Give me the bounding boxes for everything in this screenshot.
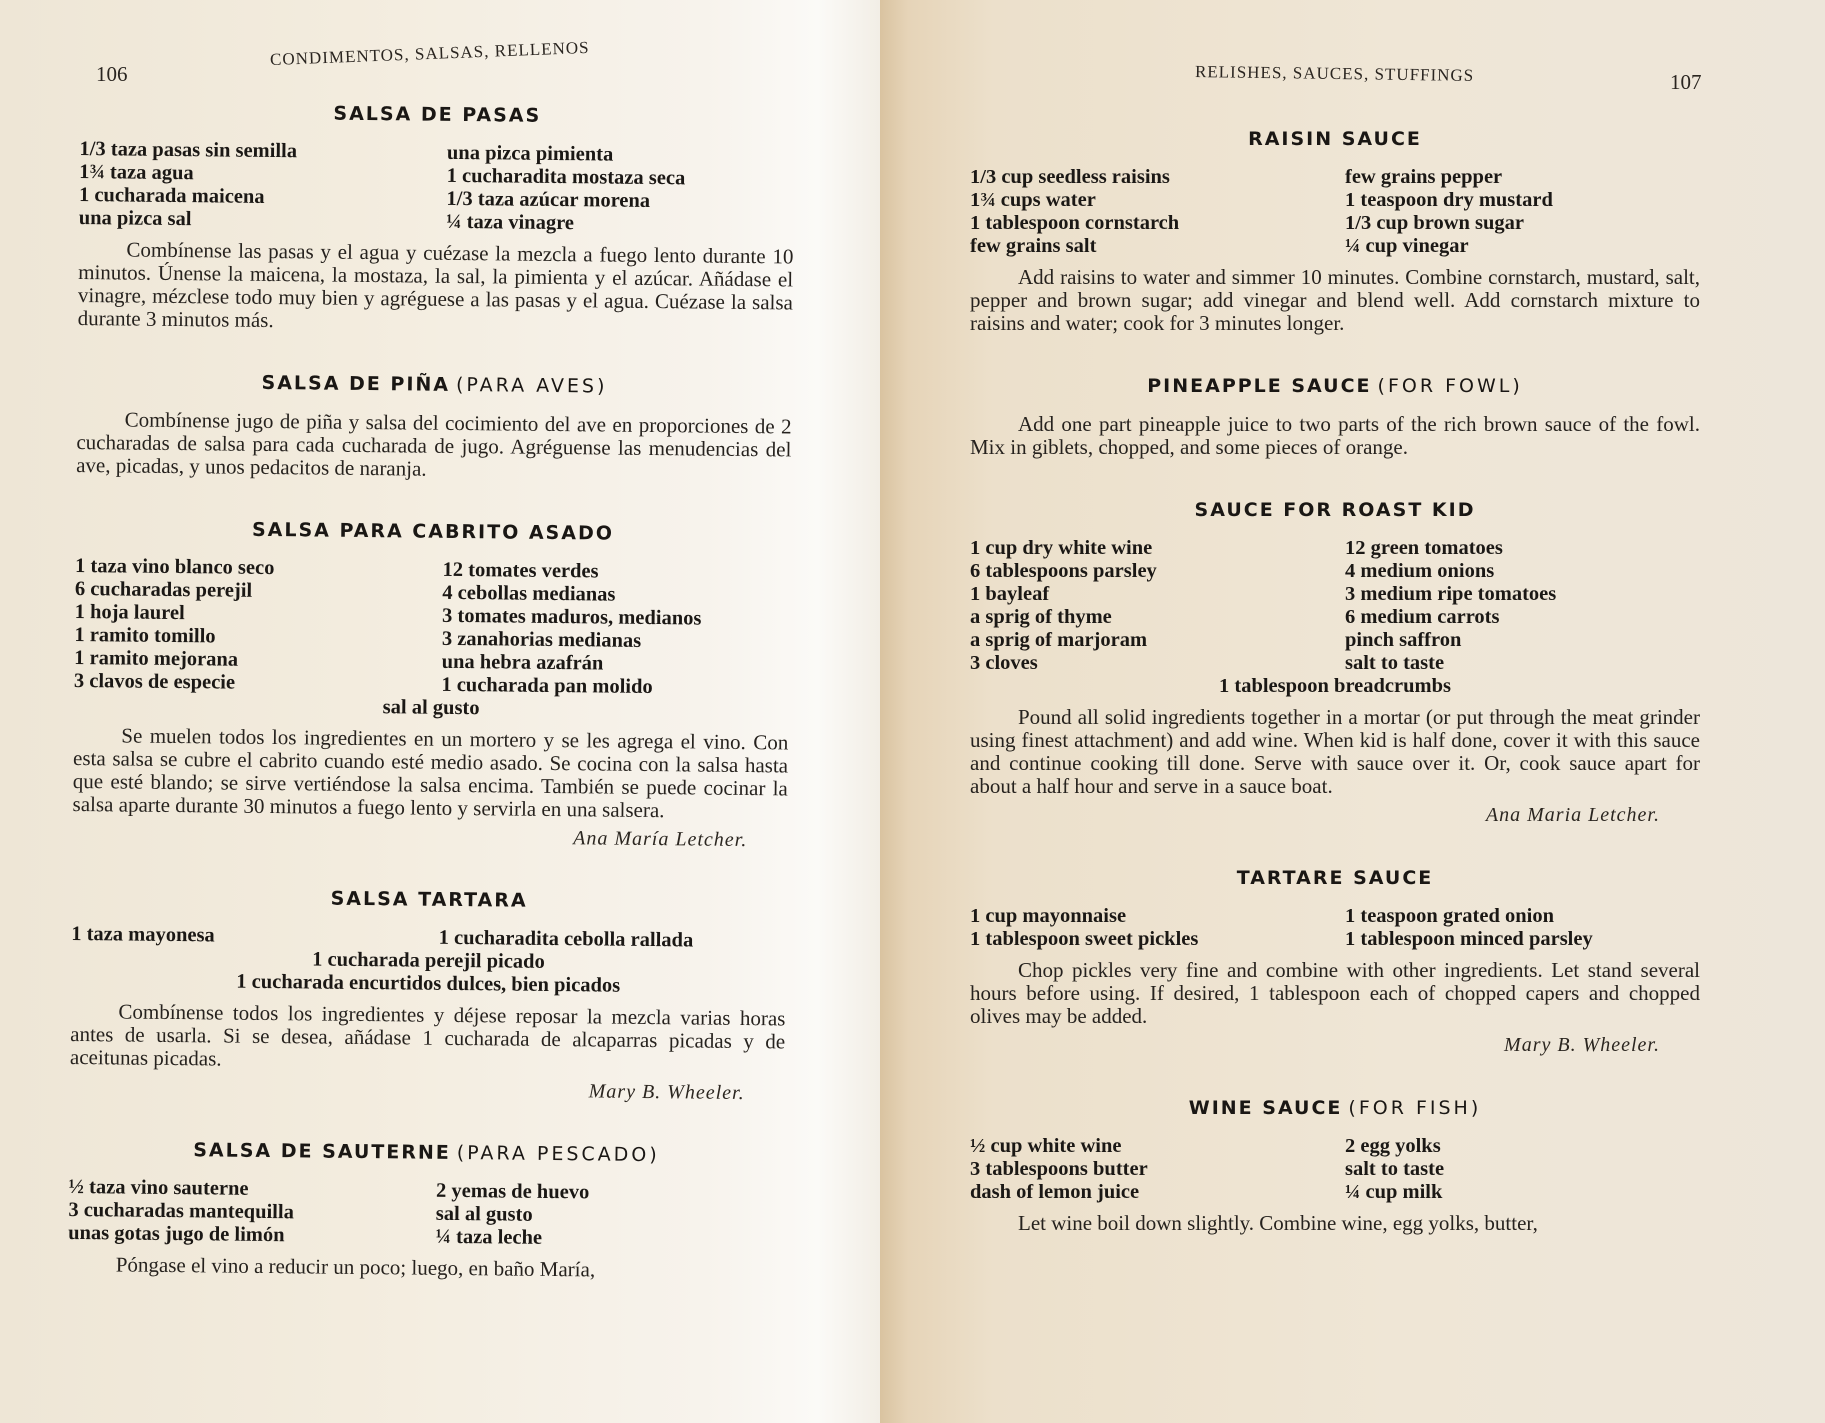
ingredient-item: una pizca pimienta [446,141,614,166]
recipe-name: SAUCE FOR ROAST KID [1194,499,1476,521]
recipe-method: Se muelen todos los ingredientes en un mortero y se les agrega el vino. Con esta salsa se cubre el cabrito cuando esté medio asado. Se cocina con la salsa hasta que esté blando; se sirve vertiéndose la salsa encima. También se puede cocinar la salsa aparte durante 30 minutos a fuego lento y servirla en una salsera. [72,723,789,823]
ingredient-list [71,923,787,999]
ingredient-item: 12 green tomatoes [1345,537,1503,559]
ingredient-item: 1 ramito tomillo [74,623,216,648]
ingredient-item: 1 cup dry white wine [970,537,1153,559]
ingredient-item: 1 cucharada encurtidos dulces, bien picados [236,970,621,997]
recipe-title [970,867,1700,889]
ingredient-item: salt to taste [1345,652,1445,674]
recipe-method: Chop pickles very fine and combine with other ingredients. Let stand several hours before using. If desired, 1 tablespoon each of chopped capers and chopped olives may be added. [970,958,1700,1028]
ingredient-item: 3 medium ripe tomatoes [1345,583,1557,605]
ingredient-item: 3 tablespoons butter [970,1158,1148,1180]
ingredient-item: 1¾ cups water [970,189,1096,211]
ingredient-item: 3 cloves [970,652,1038,674]
ingredient-list [970,537,1700,698]
ingredient-item: sal al gusto [382,696,480,720]
recipe [70,885,787,1105]
ingredient-item: 1/3 taza azúcar morena [446,187,651,212]
ingredient-item: a sprig of marjoram [970,629,1148,651]
ingredient-item: 1 teaspoon dry mustard [1345,189,1553,211]
recipe [72,517,790,852]
recipe-title [970,499,1700,521]
ingredient-item: 12 tomates verdes [442,558,599,583]
recipe-author: Mary B. Wheeler. [588,1080,745,1105]
ingredient-item: 1/3 taza pasas sin semilla [79,137,298,163]
recipe-title [970,1097,1700,1119]
ingredient-item: 3 clavos de especie [73,669,236,694]
ingredient-list [74,555,791,723]
recipe [970,128,1700,335]
ingredient-item: 1 cucharada pan molido [441,673,653,699]
left-page-content [67,100,795,1323]
recipe [76,370,792,484]
ingredient-item: 1/3 cup seedless raisins [970,166,1170,188]
recipe-name: RAISIN SAUCE [1248,128,1422,150]
page-number-right: 107 [1670,70,1702,94]
ingredient-item: 1¾ taza agua [79,160,194,185]
ingredient-item: 4 cebollas medianas [442,581,616,606]
recipe-name: SALSA DE PIÑA [261,371,451,396]
ingredient-item: 1 cucharadita mostaza seca [446,164,686,190]
ingredient-item: few grains salt [970,235,1097,257]
ingredient-item: 1 tablespoon sweet pickles [970,928,1199,950]
recipe-title [69,1138,784,1167]
ingredient-item: 6 tablespoons parsley [970,560,1157,582]
ingredient-list [68,1176,784,1252]
recipe-qualifier: (PARA PESCADO) [456,1142,660,1167]
recipe-method: Combínense todos los ingredientes y déjese reposar la mezcla varias horas antes de usarla. Si se desea, añádase 1 cucharada de alcaparras picadas y de aceitunas picadas. [69,999,786,1071]
recipe [970,375,1700,459]
ingredient-item: 1 cup mayonnaise [970,905,1127,927]
ingredient-item: few grains pepper [1345,166,1503,188]
recipe-author: Ana Maria Letcher. [1485,804,1660,826]
ingredient-item: 6 medium carrots [1345,606,1500,628]
recipe-author: Ana María Letcher. [573,827,748,852]
recipe-name: SALSA TARTARA [330,887,528,912]
ingredient-item: 1 hoja laurel [74,600,185,625]
ingredient-item: sal al gusto [435,1202,533,1226]
recipe-title [970,375,1700,397]
recipe-method: Let wine boil down slightly. Combine wine, egg yolks, butter, [1018,1211,1538,1235]
ingredient-item: ¼ cup milk [1345,1181,1443,1203]
recipe-title [75,517,790,546]
ingredient-item: 1 teaspoon grated onion [1345,905,1555,927]
ingredient-list [970,1135,1700,1204]
ingredient-item: 1 taza mayonesa [71,922,215,947]
recipe-title [77,370,792,399]
recipe-name: SALSA DE SAUTERNE [193,1139,451,1164]
recipe-method: Add raisins to water and simmer 10 minutes. Combine cornstarch, mustard, salt, pepper and brown sugar; add vinegar and blend well. Add cornstarch mixture to raisins and water; cook for 3 minutes longer. [970,265,1700,335]
ingredient-item: 3 tomates maduros, medianos [442,604,702,630]
recipe-title [80,100,795,129]
ingredient-item: 1 taza vino blanco seco [75,554,275,580]
ingredient-item: 1 tablespoon minced parsley [1345,928,1593,950]
ingredient-item: 2 yemas de huevo [435,1179,590,1204]
ingredient-item: ½ taza vino sauterne [68,1175,249,1200]
ingredient-item: 2 egg yolks [1345,1135,1441,1157]
ingredient-item: ¼ cup vinegar [1345,235,1469,257]
recipe-method: Combínense las pasas y el agua y cuézase la mezcla a fuego lento durante 10 minutos. Únense la maicena, la mostaza, la sal, la pimienta y el azúcar. Añádase el vinagre, mézclese todo muy bien y agréguese a las pasas y el agua. Cuézase la salsa durante 3 minutos más. [77,237,794,333]
recipe-qualifier: (PARA AVES) [455,373,608,398]
recipe-name: SALSA PARA CABRITO ASADO [251,518,615,545]
recipe-title [970,128,1700,150]
ingredient-item: 1 cucharada perejil picado [312,948,545,973]
recipe [970,499,1700,827]
recipe-name: SALSA DE PASAS [333,102,542,127]
ingredient-item: 1 tablespoon cornstarch [970,212,1180,234]
ingredient-item: a sprig of thyme [970,606,1112,628]
recipe-method: Pound all solid ingredients together in a mortar (or put through the meat grinder using finest attachment) and add wine. When kid is half done, cover it with this sauce and continue cooking till done. Serve with sauce over it. Or, cook sauce apart for about a half hour and serve in a sauce boat. [970,705,1700,798]
recipe-qualifier: (FOR FOWL) [1377,375,1523,397]
ingredient-item: ½ cup white wine [970,1135,1122,1157]
recipe [68,1138,784,1283]
ingredient-item: 1 cucharadita cebolla rallada [438,926,694,952]
ingredient-item: pinch saffron [1345,629,1462,651]
recipe-title [72,885,787,914]
ingredient-item: 3 cucharadas mantequilla [68,1198,295,1224]
recipe-method: Póngase el vino a reducir un poco; luego, en baño María, [115,1252,596,1282]
ingredient-item: dash of lemon juice [970,1181,1140,1203]
recipe [78,100,795,337]
right-page-content [970,128,1700,1275]
running-head-right: RELISHES, SAUCES, STUFFINGS [1194,62,1475,85]
running-head-left: CONDIMENTOS, SALSAS, RELLENOS [269,37,590,70]
recipe-qualifier: (FOR FISH) [1348,1097,1482,1119]
ingredient-list [970,905,1700,951]
recipe-name: PINEAPPLE SAUCE [1147,375,1372,397]
ingredient-item: ¼ taza leche [435,1225,543,1249]
recipe-method: Combínense jugo de piña y salsa del cocimiento del ave en proporciones de 2 cucharadas de salsa para cada cucharada de jugo. Agréguense las menudencias del ave, picadas, y unos pedacitos de naranja. [76,407,792,481]
ingredient-item: ¼ taza vinagre [446,210,575,235]
page-number-left: 106 [96,62,128,86]
ingredient-item: salt to taste [1345,1158,1445,1180]
ingredient-item: 6 cucharadas perejil [74,577,253,602]
left-page [0,0,880,1423]
ingredient-item: 3 zanahorias medianas [441,627,642,652]
ingredient-item: 1/3 cup brown sugar [1345,212,1525,234]
ingredient-list [79,138,795,237]
ingredient-list [970,166,1700,258]
recipe [970,867,1700,1057]
ingredient-item: 1 bayleaf [970,583,1050,605]
recipe-name: TARTARE SAUCE [1236,867,1434,889]
ingredient-item: unas gotas jugo de limón [68,1221,285,1247]
ingredient-item: 1 tablespoon breadcrumbs [1219,675,1451,697]
ingredient-item: una pizca sal [78,206,192,231]
ingredient-item: 1 cucharada maicena [78,183,265,208]
recipe-author: Mary B. Wheeler. [1504,1034,1660,1056]
ingredient-item: una hebra azafrán [441,650,604,675]
recipe [970,1097,1700,1235]
recipe-method: Add one part pineapple juice to two parts of the rich brown sauce of the fowl. Mix in giblets, chopped, and some pieces of orange. [970,412,1700,459]
recipe-name: WINE SAUCE [1188,1097,1343,1119]
ingredient-item: 4 medium onions [1345,560,1495,582]
ingredient-item: 1 ramito mejorana [74,646,239,671]
